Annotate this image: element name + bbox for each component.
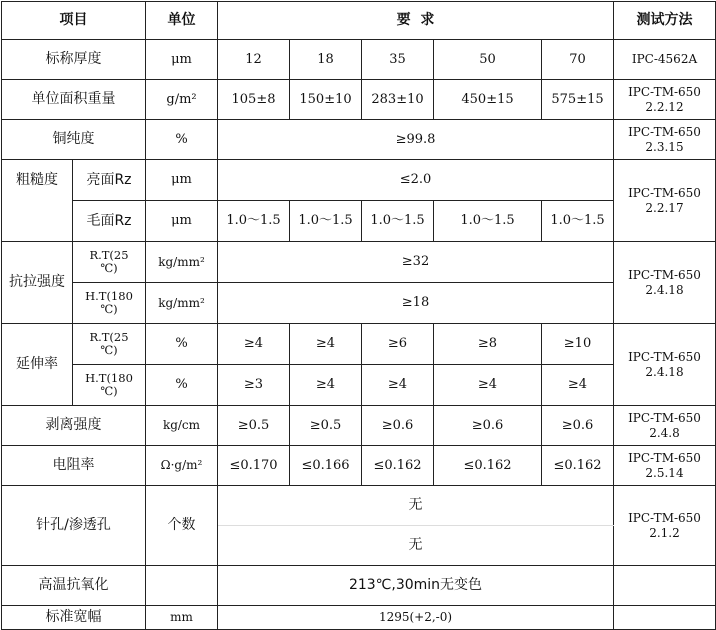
header-row [2, 2, 716, 40]
row-purity [2, 120, 716, 160]
peel-value: ≥0.6 [362, 406, 434, 446]
pinhole-label: 针孔/渗透孔 [2, 486, 146, 566]
resistivity-value: ≤0.162 [434, 446, 542, 486]
area-weight-value: 450±15 [434, 80, 542, 120]
roughness-label-split [2, 160, 145, 241]
header-requirement: 要 求 [218, 2, 614, 40]
width-unit: mm [146, 606, 218, 630]
purity-unit: % [146, 120, 218, 160]
elongation-rt-value: ≥4 [290, 324, 362, 365]
resistivity-unit: Ω·g/m² [146, 446, 218, 486]
tensile-rt-label [73, 242, 146, 283]
elongation-ht-value: ≥4 [362, 365, 434, 406]
elongation-group-label: 延伸率 [2, 324, 73, 405]
row-area-weight [2, 80, 716, 120]
method-line: 2.4.18 [645, 282, 684, 297]
elongation-method [614, 324, 716, 406]
elongation-ht-value: ≥4 [434, 365, 542, 406]
resistivity-method [614, 446, 716, 486]
peel-value: ≥0.6 [542, 406, 614, 446]
condition-line: H.T(180 [85, 288, 133, 303]
pinhole-value-1: 无 [218, 486, 614, 526]
resistivity-value: ≤0.162 [542, 446, 614, 486]
roughness-group-spacer [2, 201, 73, 242]
thickness-value: 35 [362, 40, 434, 80]
header-unit: 单位 [146, 2, 218, 40]
condition-line: ℃) [100, 384, 118, 398]
header-item: 项目 [2, 2, 146, 40]
roughness-matte-label: 毛面Rz [86, 212, 132, 229]
thickness-value: 50 [434, 40, 542, 80]
tensile-ht-label [73, 283, 146, 324]
tensile-group-label: 抗拉强度 [2, 242, 73, 323]
elongation-rt-value: ≥6 [362, 324, 434, 365]
elongation-rt-value: ≥10 [542, 324, 614, 365]
thickness-value: 70 [542, 40, 614, 80]
row-roughness-shiny [2, 160, 716, 201]
area-weight-value: 575±15 [542, 80, 614, 120]
row-oxidation [2, 566, 716, 606]
peel-value: ≥0.6 [434, 406, 542, 446]
method-line: IPC-TM-650 [628, 125, 701, 140]
elongation-rt-label [73, 324, 146, 365]
elongation-ht-unit: % [146, 365, 218, 406]
area-weight-value: 283±10 [362, 80, 434, 120]
width-label: 标准宽幅 [2, 606, 146, 630]
method-line: IPC-TM-650 [628, 268, 701, 283]
roughness-matte-value: 1.0～1.5 [290, 201, 362, 242]
width-value: 1295(+2,-0) [218, 606, 614, 630]
oxidation-value: 213℃,30min无变色 [218, 566, 614, 606]
thickness-value: 12 [218, 40, 290, 80]
row-resistivity [2, 446, 716, 486]
method-line: 2.1.2 [649, 525, 680, 540]
method-line: 2.2.17 [645, 200, 684, 215]
method-line: IPC-TM-650 [628, 451, 701, 466]
tensile-rt-value: ≥32 [218, 242, 614, 283]
header-method: 测试方法 [614, 2, 716, 40]
elongation-rt-value: ≥8 [434, 324, 542, 365]
roughness-matte-value: 1.0～1.5 [218, 201, 290, 242]
condition-line: ℃) [100, 302, 118, 316]
tensile-ht-value: ≥18 [218, 283, 614, 324]
row-elongation-rt [2, 324, 716, 365]
roughness-matte-value: 1.0～1.5 [434, 201, 542, 242]
resistivity-value: ≤0.170 [218, 446, 290, 486]
area-weight-unit: g/m² [146, 80, 218, 120]
peel-unit: kg/cm [146, 406, 218, 446]
thickness-value: 18 [290, 40, 362, 80]
roughness-shiny-label: 亮面Rz [73, 160, 146, 201]
peel-label: 剥离强度 [2, 406, 146, 446]
row-tensile-rt [2, 242, 716, 283]
elongation-rt-value: ≥4 [218, 324, 290, 365]
spec-table [1, 1, 716, 630]
oxidation-label: 高温抗氧化 [2, 566, 146, 606]
method-line: 2.5.14 [645, 465, 684, 480]
peel-method [614, 406, 716, 446]
resistivity-label: 电阻率 [2, 446, 146, 486]
thickness-method: IPC-4562A [614, 40, 716, 80]
roughness-shiny-unit: μm [146, 160, 218, 201]
method-line: IPC-TM-650 [628, 350, 701, 365]
oxidation-unit [146, 566, 218, 606]
pinhole-value-2: 无 [218, 526, 614, 566]
method-line: 2.2.12 [645, 99, 684, 114]
area-weight-method [614, 80, 716, 120]
method-line: IPC-TM-650 [628, 186, 701, 201]
pinhole-unit: 个数 [146, 486, 218, 566]
width-method [614, 606, 716, 630]
tensile-method [614, 242, 716, 324]
method-line: 2.3.15 [645, 139, 684, 154]
condition-line: ℃) [100, 343, 118, 357]
purity-value: ≥99.8 [218, 120, 614, 160]
method-line: 2.4.18 [645, 364, 684, 379]
row-width [2, 606, 716, 630]
roughness-matte-value: 1.0～1.5 [362, 201, 434, 242]
method-line: 2.4.8 [649, 425, 680, 440]
condition-line: R.T(25 [89, 247, 129, 262]
area-weight-label: 单位面积重量 [2, 80, 146, 120]
method-line: IPC-TM-650 [628, 511, 701, 526]
thickness-label: 标称厚度 [2, 40, 146, 80]
oxidation-method [614, 566, 716, 606]
method-line: IPC-TM-650 [628, 85, 701, 100]
roughness-matte-value: 1.0～1.5 [542, 201, 614, 242]
tensile-label-split [2, 242, 145, 323]
elongation-ht-label [73, 365, 146, 406]
area-weight-value: 150±10 [290, 80, 362, 120]
tensile-label [2, 242, 146, 324]
purity-method [614, 120, 716, 160]
row-thickness [2, 40, 716, 80]
row-pinhole-1 [2, 486, 716, 526]
condition-line: ℃) [100, 261, 118, 275]
elongation-label-split [2, 324, 145, 405]
elongation-label [2, 324, 146, 406]
elongation-ht-value: ≥3 [218, 365, 290, 406]
condition-line: R.T(25 [89, 329, 129, 344]
pinhole-method [614, 486, 716, 566]
thickness-unit: μm [146, 40, 218, 80]
resistivity-value: ≤0.166 [290, 446, 362, 486]
peel-value: ≥0.5 [218, 406, 290, 446]
resistivity-value: ≤0.162 [362, 446, 434, 486]
roughness-group-label: 粗糙度 [2, 160, 73, 201]
roughness-matte-unit: μm [146, 201, 218, 242]
roughness-label [2, 160, 146, 242]
condition-line: H.T(180 [85, 370, 133, 385]
roughness-shiny-value: ≤2.0 [218, 160, 614, 201]
method-line: IPC-TM-650 [628, 411, 701, 426]
purity-label: 铜纯度 [2, 120, 146, 160]
elongation-rt-unit: % [146, 324, 218, 365]
elongation-ht-value: ≥4 [542, 365, 614, 406]
roughness-method [614, 160, 716, 242]
peel-value: ≥0.5 [290, 406, 362, 446]
tensile-ht-unit: kg/mm² [146, 283, 218, 324]
tensile-rt-unit: kg/mm² [146, 242, 218, 283]
row-peel [2, 406, 716, 446]
area-weight-value: 105±8 [218, 80, 290, 120]
elongation-ht-value: ≥4 [290, 365, 362, 406]
